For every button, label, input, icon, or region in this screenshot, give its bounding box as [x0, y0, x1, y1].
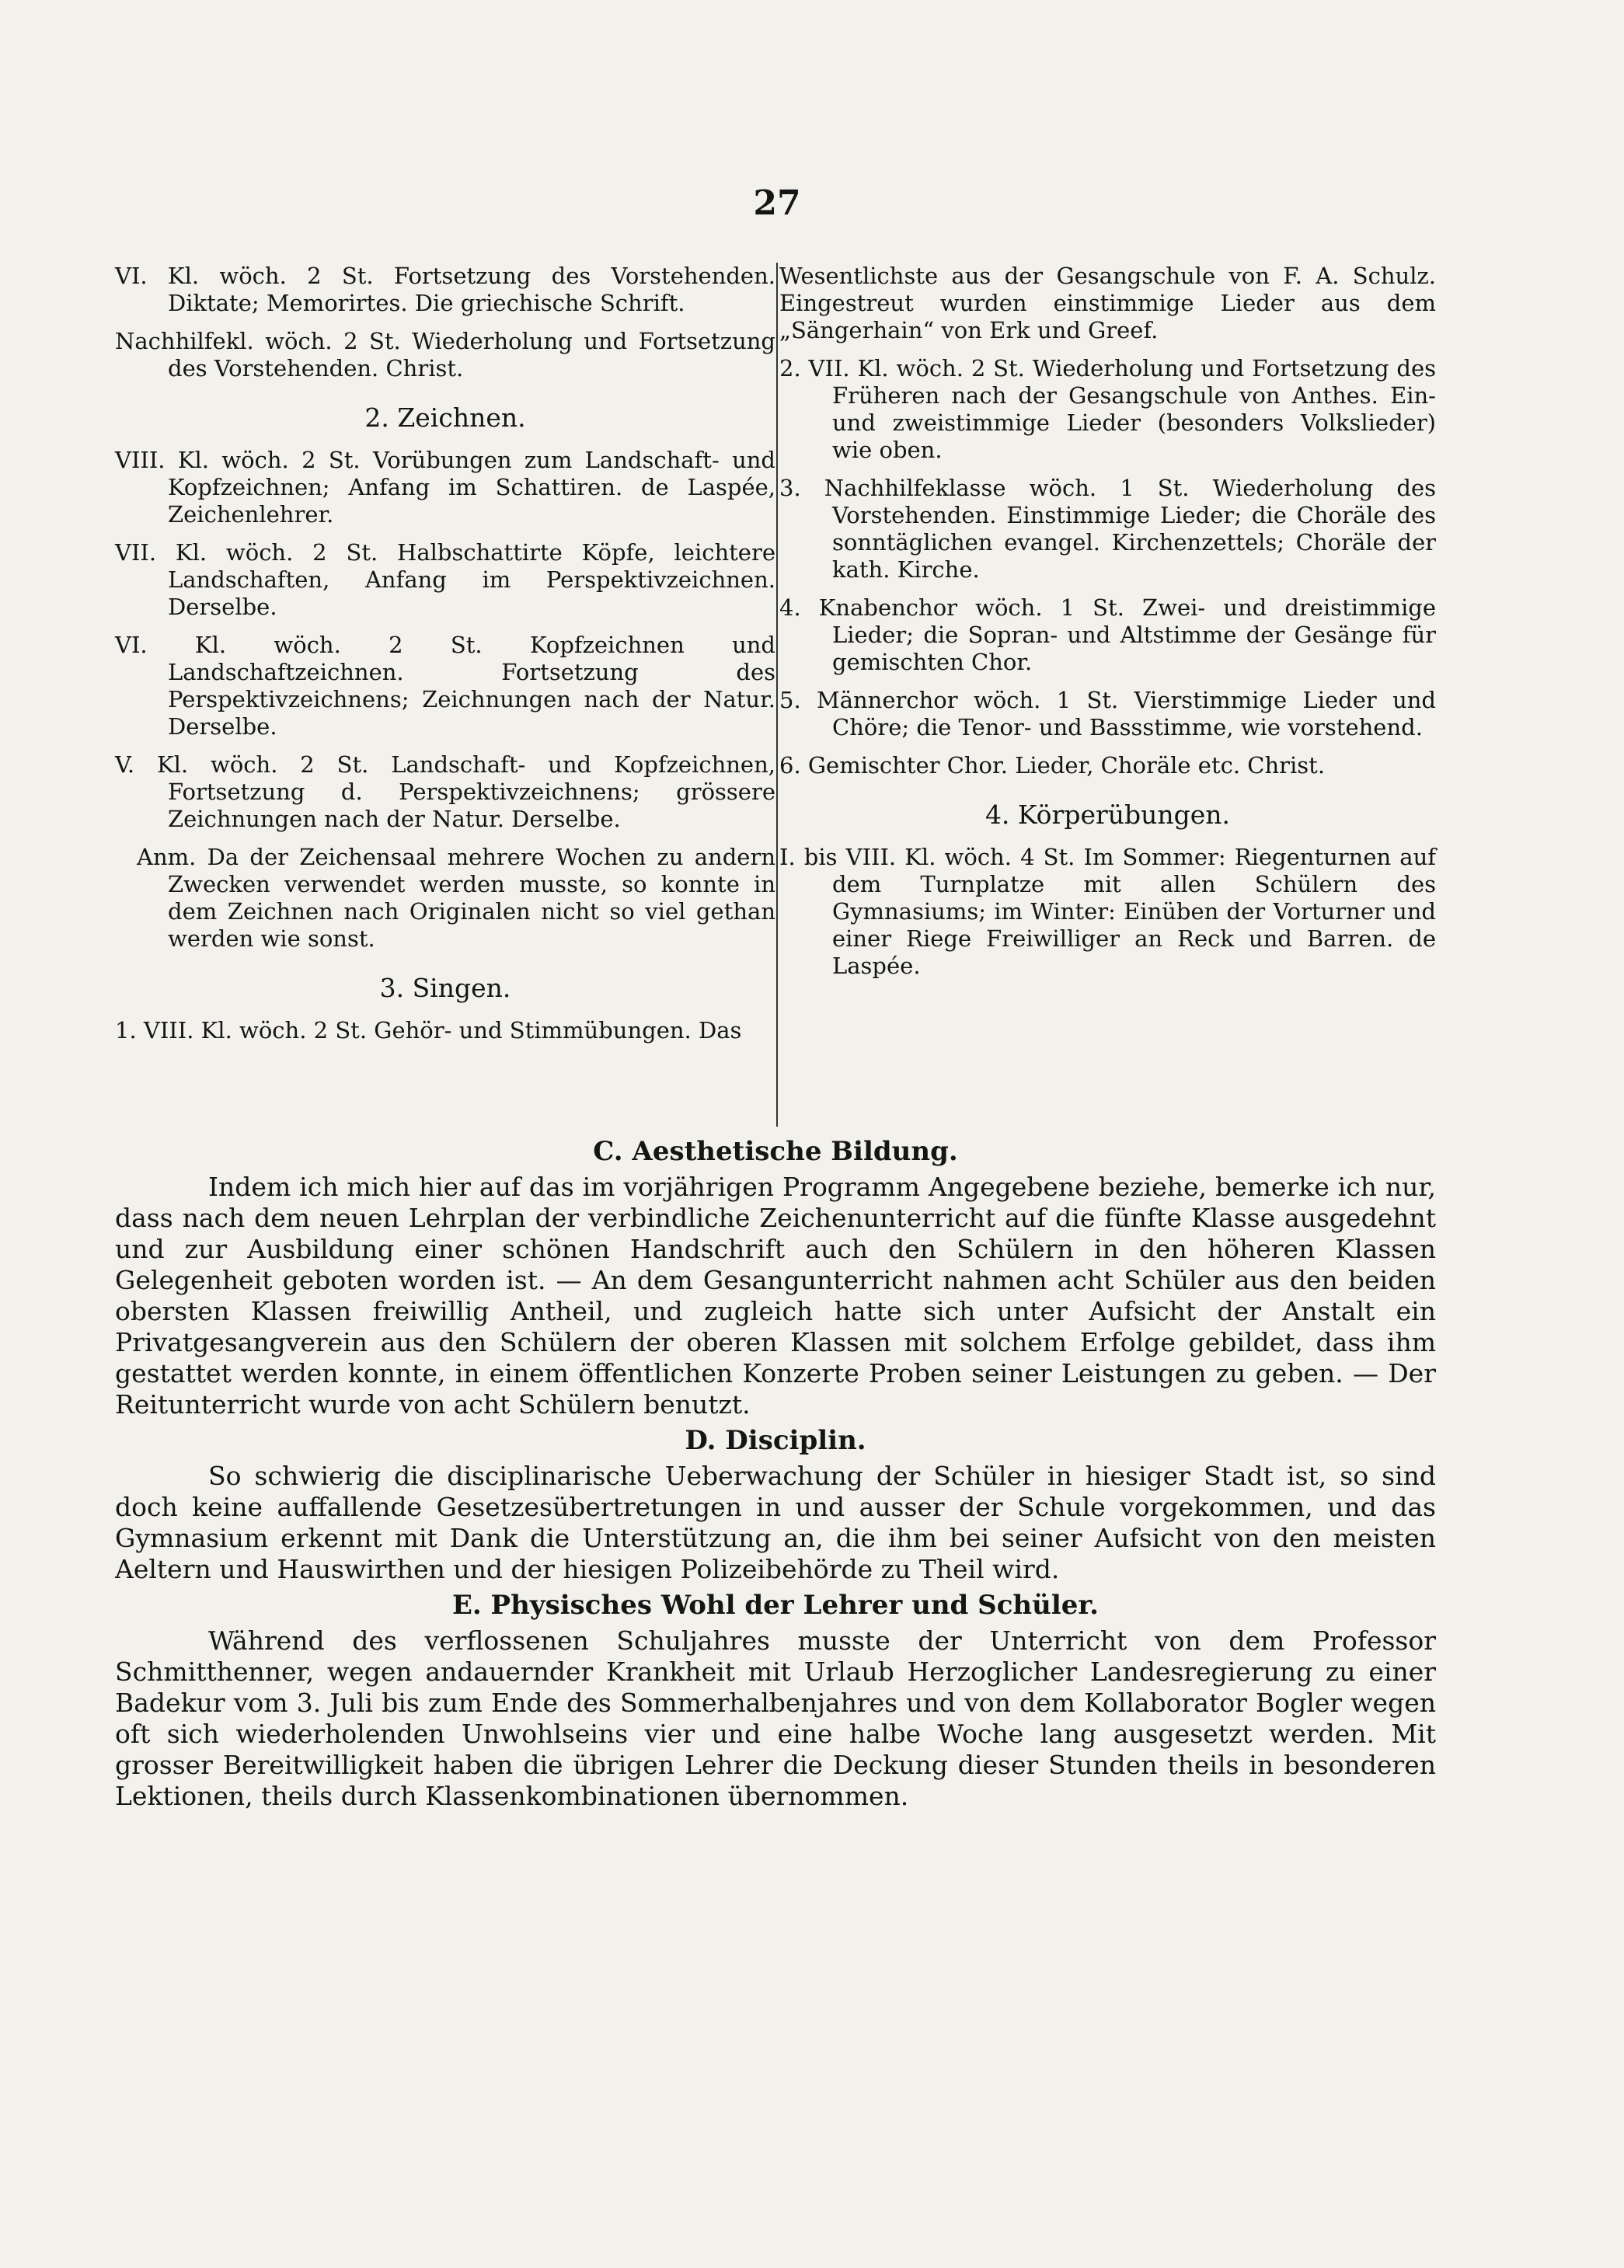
heading-disciplin: D. Disciplin.: [685, 1425, 866, 1456]
two-column-curriculum: [115, 263, 1436, 1131]
entry-singen-6: 6. Gemischter Chor. Lieder, Choräle etc. Christ.: [779, 752, 1326, 779]
right-column: [779, 263, 1436, 991]
para-disciplin: So schwierig die disciplinarische Ueberwachung der Schüler in hiesiger Stadt ist, so sind doch keine auffallende Gesetzesübertretungen in und ausser der Schule vorgekommen, und das Gymnasium erkennt mit Dank die Unterstützung an, die ihm bei seiner Aufsicht von den meisten Aeltern und Hauswirthen und der hiesigen Polizeibehörde zu Theil wird.: [115, 1461, 1436, 1584]
heading-physisches-wohl: E. Physisches Wohl der Lehrer und Schüler.: [451, 1590, 1100, 1621]
heading-singen: 3. Singen.: [379, 973, 511, 1003]
full-width-sections: [115, 1131, 1436, 1817]
entry-singen-3: 3. Nachhilfeklasse wöch. 1 St. Wiederholung des Vorstehenden. Einstimmige Lieder; die Choräle des sonntäglichen evangel. Kirchenzettels; Choräle der kath. Kirche.: [779, 475, 1436, 583]
heading-zeichnen: 2. Zeichnen.: [364, 402, 526, 433]
entry-singen-4: 4. Knabenchor wöch. 1 St. Zwei- und dreistimmige Lieder; die Sopran- und Altstimme der Gesänge für gemischten Chor.: [779, 594, 1436, 675]
entry-koerperuebungen: I. bis VIII. Kl. wöch. 4 St. Im Sommer: Riegenturnen auf dem Turnplatze mit allen Schülern des Gymnasiums; im Winter: Einüben der Vorturner und einer Riege Freiwilliger an Reck und Barren. de Laspée.: [779, 844, 1436, 979]
entry-nachhilfekl: Nachhilfekl. wöch. 2 St. Wiederholung und Fortsetzung des Vorstehenden. Christ.: [115, 328, 775, 381]
anmerkung: Anm. Da der Zeichensaal mehrere Wochen zu andern Zwecken verwendet werden musste, so konnte in dem Zeichnen nach Originalen nicht so viel gethan werden wie sonst.: [137, 844, 775, 952]
entry-zeichnen-vi: VI. Kl. wöch. 2 St. Kopfzeichnen und Landschaftzeichnen. Fortsetzung des Perspektivzeichnens; Zeichnungen nach der Natur. Derselbe.: [115, 632, 775, 740]
page-number: 27: [753, 183, 801, 223]
entry-vi-kl: VI. Kl. wöch. 2 St. Fortsetzung des Vorstehenden. Diktate; Memorirtes. Die griechische Schrift.: [115, 263, 775, 316]
column-divider: [776, 263, 778, 1127]
heading-aesthetische-bildung: C. Aesthetische Bildung.: [593, 1136, 958, 1167]
para-physisches-wohl: Während des verflossenen Schuljahres musste der Unterricht von dem Professor Schmitthenner, wegen andauernder Krankheit mit Urlaub Herzoglicher Landesregierung zu einer Badekur vom 3. Juli bis zum Ende des Sommerhalbenjahres und von dem Kollaborator Bogler wegen oft sich wiederholenden Unwohlseins vier und eine halbe Woche lang ausgesetzt werden. Mit grosser Bereitwilligkeit haben die übrigen Lehrer die Deckung dieser Stunden theils in besonderen Lektionen, theils durch Klassenkombinationen übernommen.: [115, 1625, 1436, 1811]
entry-singen-continuation: Wesentlichste aus der Gesangschule von F. A. Schulz. Eingestreut wurden einstimmige Lieder aus dem „Sängerhain“ von Erk und Greef.: [779, 263, 1436, 343]
entry-zeichnen-v: V. Kl. wöch. 2 St. Landschaft- und Kopfzeichnen, Fortsetzung d. Perspektivzeichnens; grössere Zeichnungen nach der Natur. Derselbe.: [115, 751, 775, 832]
entry-singen-2: 2. VII. Kl. wöch. 2 St. Wiederholung und Fortsetzung des Früheren nach der Gesangschule von Anthes. Ein- und zweistimmige Lieder (besonders Volkslieder) wie oben.: [779, 355, 1436, 463]
entry-singen-1: 1. VIII. Kl. wöch. 2 St. Gehör- und Stimmübungen. Das: [115, 1017, 742, 1043]
entry-zeichnen-vii: VII. Kl. wöch. 2 St. Halbschattirte Köpfe, leichtere Landschaften, Anfang im Perspektivzeichnen. Derselbe.: [115, 539, 775, 620]
para-aesthetische-bildung: Indem ich mich hier auf das im vorjährigen Programm Angegebene beziehe, bemerke ich nur, dass nach dem neuen Lehrplan der verbindliche Zeichenunterricht auf die fünfte Klasse ausgedehnt und zur Ausbildung einer schönen Handschrift auch den Schülern in den höheren Klassen Gelegenheit geboten worden ist. — An dem Gesangunterricht nahmen acht Schüler aus den beiden obersten Klassen freiwillig Antheil, und zugleich hatte sich unter Aufsicht der Anstalt ein Privatgesangverein aus den Schülern der oberen Klassen mit solchem Erfolge gebildet, dass ihm gestattet werden konnte, in einem öffentlichen Konzerte Proben seiner Leistungen zu geben. — Der Reitunterricht wurde von acht Schülern benutzt.: [115, 1172, 1436, 1420]
left-column: [115, 263, 775, 1055]
entry-singen-5: 5. Männerchor wöch. 1 St. Vierstimmige Lieder und Chöre; die Tenor- und Bassstimme, wie vorstehend.: [779, 687, 1436, 740]
entry-zeichnen-viii: VIII. Kl. wöch. 2 St. Vorübungen zum Landschaft- und Kopfzeichnen; Anfang im Schattiren. de Laspée, Zeichenlehrer.: [115, 447, 775, 528]
heading-koerperuebungen: 4. Körperübungen.: [985, 800, 1231, 830]
